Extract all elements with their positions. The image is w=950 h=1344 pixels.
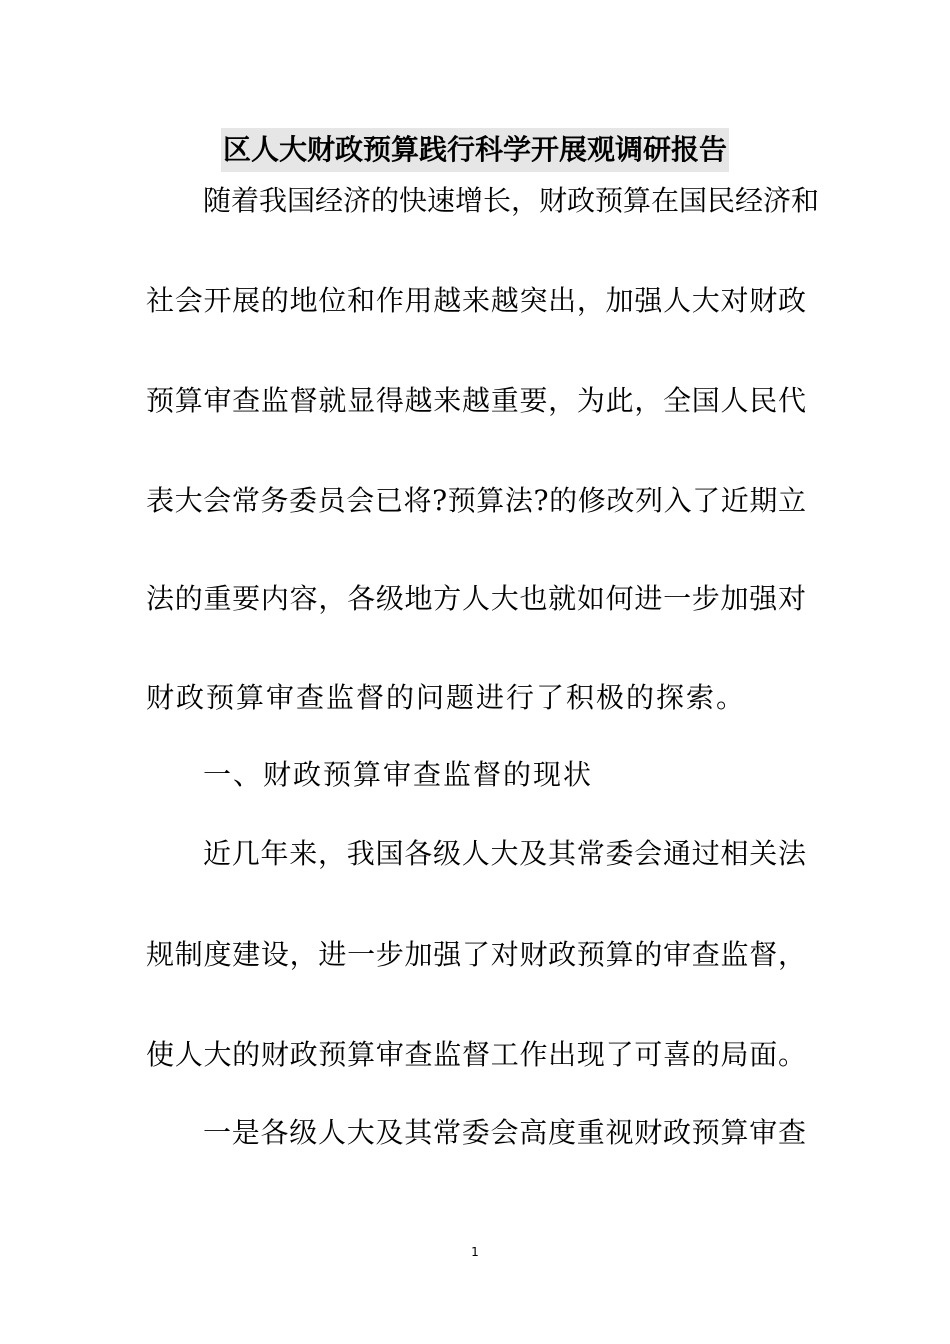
paragraph-line: 近几年来，我国各级人大及其常委会通过相关法 xyxy=(203,837,806,870)
paragraph-line: 使人大的财政预算审查监督工作出现了可喜的局面。 xyxy=(146,1038,806,1071)
paragraph-line: 预算审查监督就显得越来越重要，为此，全国人民代 xyxy=(146,384,806,417)
section-heading: 一、财政预算审查监督的现状 xyxy=(203,758,594,791)
paragraph-line: 社会开展的地位和作用越来越突出，加强人大对财政 xyxy=(146,284,806,317)
page-number: 1 xyxy=(471,1245,479,1259)
paragraph-line: 一是各级人大及其常委会高度重视财政预算审查 xyxy=(203,1116,806,1149)
paragraph-line: 随着我国经济的快速增长，财政预算在国民经济和 xyxy=(203,184,820,217)
paragraph-line: 财政预算审查监督的问题进行了积极的探索。 xyxy=(146,681,747,714)
document-title xyxy=(0,128,950,172)
paragraph-line: 法的重要内容，各级地方人大也就如何进一步加强对 xyxy=(146,582,806,615)
document-title-text: 区人大财政预算践行科学开展观调研报告 xyxy=(221,128,729,172)
paragraph-line: 规制度建设，进一步加强了对财政预算的审查监督， xyxy=(146,938,806,971)
paragraph-line: 表大会常务委员会已将?预算法?的修改列入了近期立 xyxy=(146,484,806,517)
